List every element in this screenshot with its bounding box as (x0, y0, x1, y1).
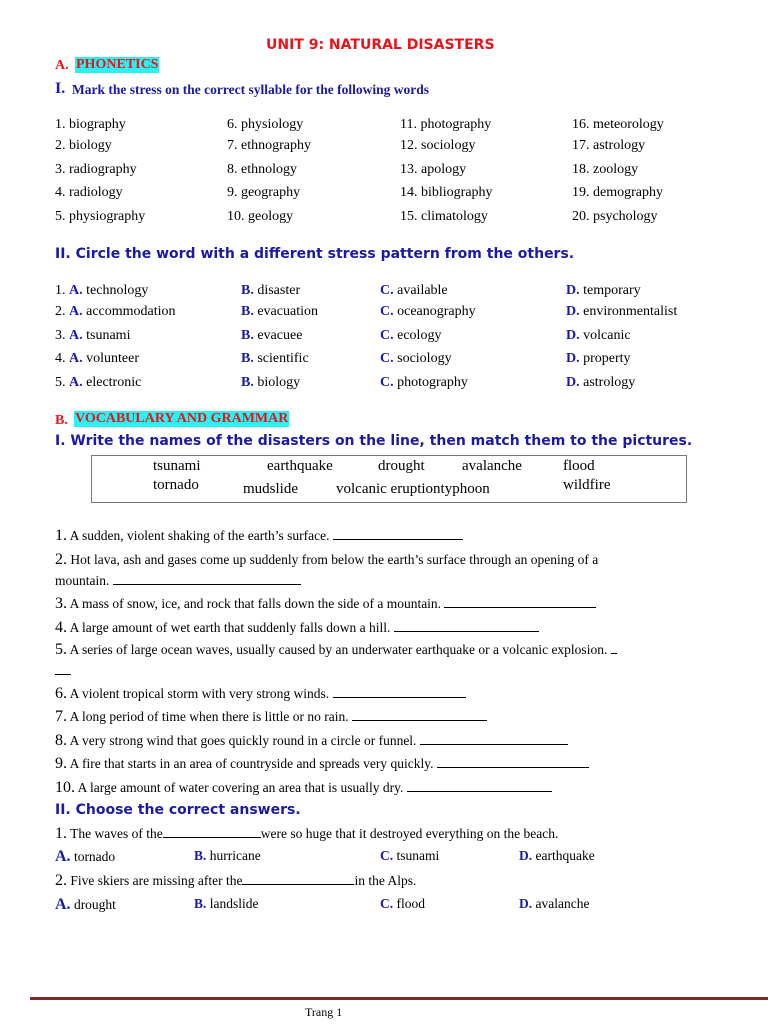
page-title: UNIT 9: NATURAL DISASTERS (266, 37, 495, 53)
disaster-word: drought (378, 458, 425, 474)
option-letter: C. (380, 848, 394, 863)
option-letter: A. (69, 283, 83, 298)
option-letter: B. (241, 375, 254, 390)
option-b (241, 351, 309, 367)
section-a-heading: PHONETICS (76, 57, 159, 72)
question-number: 2. (55, 304, 66, 319)
option-letter: A. (55, 848, 71, 865)
option-text: available (397, 283, 448, 298)
part-i-numeral: I. (55, 80, 66, 97)
option-letter: D. (566, 328, 580, 343)
stress-word: 15. climatology (400, 209, 488, 224)
item-text: A mass of snow, ice, and rock that falls down the side of a mountain. (69, 596, 442, 611)
option-text: astrology (583, 375, 636, 390)
question-number: 3. (55, 328, 66, 343)
stress-word: 1. biography (55, 117, 126, 132)
option-d (566, 283, 641, 299)
option-text: tsunami (396, 848, 440, 863)
vocab-part-i-instruction: Write the names of the disasters on the line, then match them to the pictures. (70, 433, 693, 449)
vocab-part-i-heading (55, 433, 692, 449)
option-letter: D. (519, 848, 533, 863)
option-letter: C. (380, 375, 394, 390)
option-d (566, 304, 677, 320)
option-a (55, 328, 130, 344)
vocab-item (55, 755, 589, 773)
option-letter: C. (380, 351, 394, 366)
option-text: sociology (397, 351, 452, 366)
stress-word: 2. biology (55, 138, 112, 153)
question-text-before: The waves of the (70, 826, 163, 841)
answer-blank-overflow[interactable] (55, 663, 71, 675)
option-d (566, 351, 631, 367)
option-a (55, 375, 141, 391)
answer-blank[interactable] (163, 826, 261, 838)
question-number: 1. (55, 825, 67, 842)
stress-word: 11. photography (400, 117, 492, 132)
vocab-item (55, 732, 568, 750)
option-letter: D. (566, 375, 580, 390)
option-letter: B. (194, 896, 207, 911)
option-text: ecology (397, 328, 442, 343)
option-text: electronic (86, 375, 142, 390)
vocab-item (55, 708, 487, 726)
item-number: 10. (55, 779, 75, 796)
stress-word: 16. meteorology (572, 117, 664, 132)
item-text: A violent tropical storm with very strong winds. (69, 686, 330, 701)
option-text: photography (397, 375, 468, 390)
question-number: 5. (55, 375, 66, 390)
disaster-word: earthquake (267, 458, 333, 474)
answer-blank[interactable] (437, 756, 589, 768)
answer-option-b[interactable] (194, 896, 259, 912)
option-text: oceanography (397, 304, 476, 319)
answer-blank[interactable] (242, 873, 354, 885)
item-number: 2. (55, 551, 67, 568)
vocab-part-i-numeral: I. (55, 433, 66, 449)
item-number: 3. (55, 595, 67, 612)
stress-word: 6. physiology (227, 117, 304, 132)
stress-word: 13. apology (400, 162, 467, 177)
choose-instruction: Choose the correct answers. (75, 802, 301, 818)
vocab-item (55, 641, 617, 659)
answer-blank[interactable] (113, 573, 301, 585)
item-number: 4. (55, 619, 67, 636)
option-letter: A. (69, 328, 83, 343)
disaster-word: mudslide (243, 481, 298, 497)
answer-blank[interactable] (420, 733, 568, 745)
part-ii-instruction: Circle the word with a different stress pattern from the others. (75, 246, 575, 262)
disaster-word: flood (563, 458, 595, 474)
option-a (55, 283, 148, 299)
option-letter: D. (566, 351, 580, 366)
answer-option-c[interactable] (380, 848, 439, 864)
item-text: A series of large ocean waves, usually caused by an underwater earthquake or a volcanic explosion. (69, 642, 608, 657)
answer-blank[interactable] (333, 528, 463, 540)
answer-blank[interactable] (444, 596, 596, 608)
option-a (55, 304, 176, 320)
choose-question (55, 825, 558, 843)
option-text: temporary (583, 283, 641, 298)
question-number: 4. (55, 351, 66, 366)
option-text: tsunami (86, 328, 131, 343)
option-text: landslide (209, 896, 259, 911)
section-a-letter: A. (55, 58, 69, 73)
option-text: earthquake (535, 848, 595, 863)
option-letter: B. (241, 328, 254, 343)
part-i-instruction: Mark the stress on the correct syllable for the following words (72, 82, 429, 97)
footer-page-number: Trang 1 (305, 1005, 343, 1019)
option-text: environmentalist (583, 304, 678, 319)
option-text: evacuee (257, 328, 303, 343)
item-text: A sudden, violent shaking of the earth’s surface. (69, 528, 330, 543)
option-text: scientific (257, 351, 309, 366)
option-letter: A. (69, 304, 83, 319)
choose-heading (55, 802, 301, 818)
option-text: volcanic (583, 328, 631, 343)
option-text: technology (86, 283, 149, 298)
option-letter: C. (380, 896, 394, 911)
answer-blank[interactable] (611, 642, 617, 654)
option-letter: C. (380, 283, 394, 298)
option-c (380, 328, 441, 344)
vocab-item-continued (55, 573, 301, 589)
vocab-item (55, 685, 466, 703)
option-text: biology (257, 375, 301, 390)
part-ii-heading (55, 246, 574, 262)
stress-word: 5. physiography (55, 209, 146, 224)
item-text: A long period of time when there is little or no rain. (69, 709, 349, 724)
option-letter: D. (566, 304, 580, 319)
option-letter: D. (519, 896, 533, 911)
disaster-word: avalanche (462, 458, 522, 474)
stress-word: 7. ethnography (227, 138, 311, 153)
vocab-item (55, 551, 598, 569)
answer-blank[interactable] (394, 620, 539, 632)
item-text: A fire that starts in an area of countryside and spreads very quickly. (69, 756, 434, 771)
option-c (380, 283, 448, 299)
section-b-heading: VOCABULARY AND GRAMMAR (75, 411, 289, 426)
answer-option-a[interactable] (55, 848, 115, 866)
stress-word: 10. geology (227, 209, 294, 224)
item-number: 9. (55, 755, 67, 772)
option-text: property (583, 351, 631, 366)
vocab-item (55, 779, 552, 797)
option-letter: B. (241, 351, 254, 366)
option-text: disaster (257, 283, 301, 298)
option-letter: C. (380, 328, 394, 343)
stress-word: 4. radiology (55, 185, 123, 200)
option-b (241, 283, 300, 299)
part-ii-numeral: II. (55, 246, 71, 262)
option-c (380, 375, 468, 391)
option-letter: B. (194, 848, 207, 863)
option-letter: A. (55, 896, 71, 913)
disaster-word: wildfire (563, 477, 611, 493)
question-text-after: in the Alps. (354, 873, 417, 888)
option-text: drought (73, 897, 116, 912)
option-text: volunteer (86, 351, 139, 366)
option-letter: B. (241, 304, 254, 319)
stress-word: 14. bibliography (400, 185, 493, 200)
answer-option-d[interactable] (519, 848, 595, 864)
option-letter: C. (380, 304, 394, 319)
answer-blank[interactable] (352, 709, 487, 721)
option-d (566, 375, 635, 391)
question-number: 2. (55, 872, 67, 889)
item-text: Hot lava, ash and gases come up suddenly from below the earth’s surface through an opening of a (70, 552, 599, 567)
option-c (380, 304, 476, 320)
question-text-after: were so huge that it destroyed everything on the beach. (260, 826, 559, 841)
stress-word: 3. radiography (55, 162, 137, 177)
answer-blank[interactable] (407, 780, 552, 792)
disaster-word: tsunami (153, 458, 201, 474)
option-letter: B. (241, 283, 254, 298)
option-text: evacuation (257, 304, 318, 319)
section-b-letter: B. (55, 413, 68, 428)
vocab-item (55, 619, 539, 637)
option-letter: A. (69, 351, 83, 366)
item-number: 8. (55, 732, 67, 749)
vocab-item (55, 527, 463, 545)
option-text: flood (396, 896, 425, 911)
stress-word: 20. psychology (572, 209, 658, 224)
disaster-word: volcanic eruptiontyphoon (336, 481, 490, 497)
item-text-continued: mountain. (55, 573, 110, 588)
item-text: A large amount of water covering an area that is usually dry. (77, 780, 404, 795)
answer-option-c[interactable] (380, 896, 425, 912)
answer-option-a[interactable] (55, 896, 116, 914)
option-text: avalanche (535, 896, 590, 911)
stress-word: 12. sociology (400, 138, 476, 153)
disaster-word: tornado (153, 477, 199, 493)
question-text-before: Five skiers are missing after the (70, 873, 243, 888)
option-letter: A. (69, 375, 83, 390)
item-text: A large amount of wet earth that suddenly falls down a hill. (69, 620, 391, 635)
footer-rule (30, 997, 768, 1000)
stress-word: 8. ethnology (227, 162, 297, 177)
option-b (241, 304, 318, 320)
option-text: tornado (73, 849, 116, 864)
option-c (380, 351, 452, 367)
option-letter: D. (566, 283, 580, 298)
item-number: 5. (55, 641, 67, 658)
option-b (241, 328, 302, 344)
stress-word: 17. astrology (572, 138, 646, 153)
item-number: 6. (55, 685, 67, 702)
vocab-item (55, 595, 596, 613)
option-a (55, 351, 139, 367)
answer-option-b[interactable] (194, 848, 261, 864)
option-text: accommodation (86, 304, 176, 319)
option-text: hurricane (209, 848, 261, 863)
choose-numeral: II. (55, 802, 71, 818)
stress-word: 19. demography (572, 185, 663, 200)
item-number: 1. (55, 527, 67, 544)
stress-word: 18. zoology (572, 162, 639, 177)
option-d (566, 328, 631, 344)
question-number: 1. (55, 283, 66, 298)
item-number: 7. (55, 708, 67, 725)
answer-option-d[interactable] (519, 896, 589, 912)
answer-blank[interactable] (333, 686, 466, 698)
option-b (241, 375, 300, 391)
choose-question (55, 872, 416, 890)
item-text: A very strong wind that goes quickly round in a circle or funnel. (69, 733, 417, 748)
stress-word: 9. geography (227, 185, 301, 200)
